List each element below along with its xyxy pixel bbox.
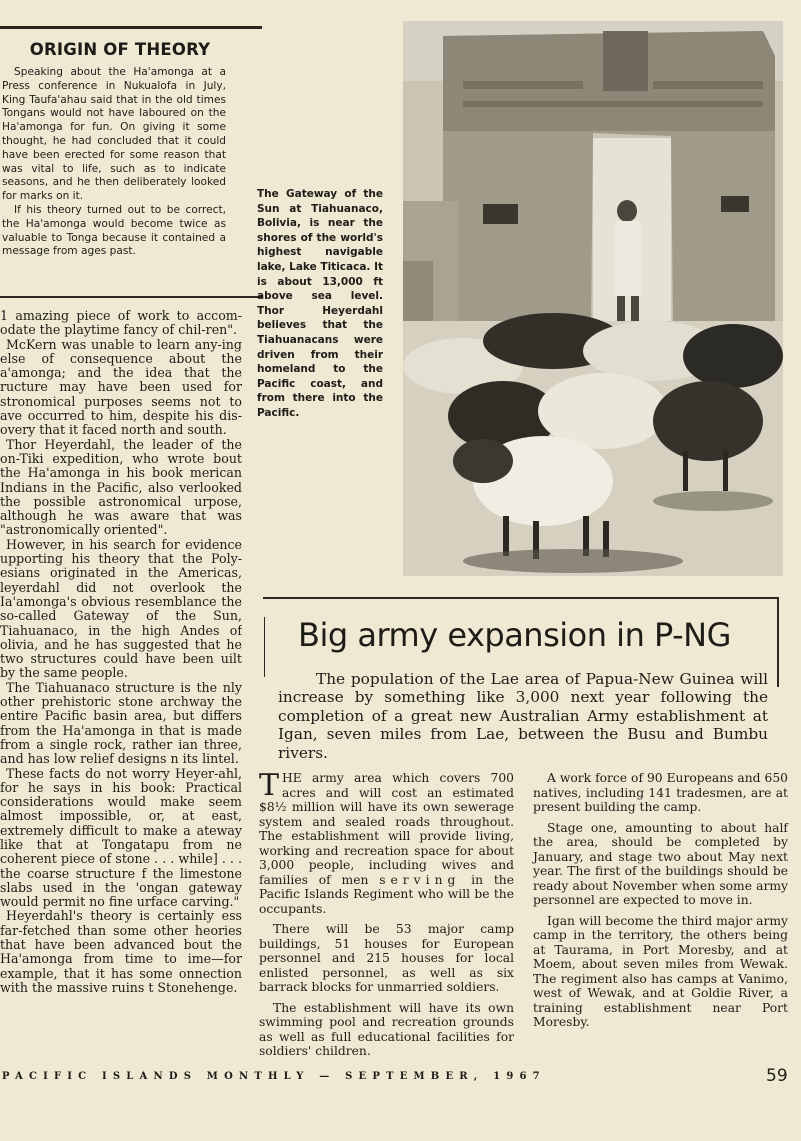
headline-right-rule: [777, 597, 779, 687]
photo-caption: [257, 187, 383, 421]
left-article-paragraph: The Tiahuanaco structure is the nly other prehistoric stone archway the entire Pacific basin area, but differs from the Ha'amonga in that is made from a single rock, rather ian three, and has low relief designs n its lintel.: [0, 679, 242, 767]
article-intro: The population of the Lae area of Papua-New Guinea will increase by something like 3,000 next year following the completion of a great new Australian Army establishment at Igan, seven miles from Lae, between the Busu and Bumbu rivers.: [278, 670, 768, 762]
article-text-spaced: serving: [379, 872, 461, 887]
article-paragraph: [259, 768, 514, 916]
article-paragraph: There will be 53 major camp buildings, 51 houses for European personnel and 215 houses for local enlisted personnel, as well as six barrack blocks for unmarried soldiers.: [259, 922, 514, 994]
sidebar-title: ORIGIN OF THEORY: [29, 40, 211, 59]
page-number: 59: [766, 1066, 788, 1086]
left-article-paragraph: Heyerdahl's theory is certainly ess far-fetched than some other heories that have been advanced bout the Ha'amonga from time to ime—for example, that it has some onnection with the massive ruins t Stonehenge.: [0, 908, 242, 995]
article-text: HE army area which covers 700 acres and will cost an estimated $8½ million will have its own sewerage system and sealed roads throughout. The establishment will provide living, working and recreation space for about 3,000 people, including wives and families of men: [259, 771, 514, 887]
left-article-paragraph: McKern was unable to learn any-ing else of consequence about the a'amonga; and the idea that the ructure may have been used for stronomical purposes seems not to ave occurred to him, despite his dis-overy that it faced north and south.: [0, 336, 242, 438]
left-article-column: [0, 309, 242, 1059]
drop-cap: T: [259, 768, 280, 803]
article-column-2: [533, 771, 788, 1036]
article-headline: Big army expansion in P-NG: [298, 616, 731, 654]
sidebar-body: [2, 66, 226, 259]
photo-caption-text: The Gateway of the Sun at Tiahuanaco, Bolivia, is near the shores of the world's highest navigable lake, Lake Titicaca. It is about 13,000 ft above sea level. Thor Heyerdahl believes that the Tiahuanacans were driven from their homeland to the Pacific coast, and from there into the Pacific.: [257, 188, 383, 419]
left-article-paragraph: However, in his search for evidence upporting his theory that the Poly-esians originated in the Americas, leyerdahl did not overlook the Ia'amonga's obvious resemblance the so-called Gateway of the Sun, Tiahuanaco, in the high Andes of olivia, and he has suggested that he two structures could have been uilt by the same people.: [0, 536, 242, 681]
article-text: in the Pacific Islands Regiment who will be the occupants.: [259, 872, 514, 916]
article-column-1: [259, 768, 514, 1065]
gateway-of-the-sun-photo: [403, 21, 783, 576]
article-paragraph: The establishment will have its own swimming pool and recreation grounds as well as full educational facilities for soldiers' children.: [259, 1000, 514, 1058]
article-paragraph: Igan will become the third major army camp in the territory, the others being at Taurama, in Port Moresby, and at Moem, about seven miles from Wewak. The regiment also has camps at Vanimo, west of Wewak, and at Goldie River, a training establishment near Port Moresby.: [533, 913, 788, 1029]
sidebar-top-rule: [0, 26, 262, 29]
article-paragraph: A work force of 90 Europeans and 650 natives, including 141 tradesmen, are at present building the camp.: [533, 771, 788, 814]
sidebar-bottom-rule: [0, 296, 262, 298]
headline-top-rule: [263, 597, 779, 599]
left-article-paragraph: Thor Heyerdahl, the leader of the on-Tiki expedition, who wrote bout the Ha'amonga in his book merican Indians in the Pacific, also verlooked the possible astronomical urpose, although he was aware that was "astronomically oriented".: [0, 436, 242, 538]
article-paragraph: Stage one, amounting to about half the area, should be completed by January, and stage two about May next year. The first of the buildings should be ready about November when some army personnel are expected to move in.: [533, 820, 788, 907]
sidebar-paragraph: If his theory turned out to be correct, the Ha'amonga would become twice as valuable to Tonga because it contained a message from ages past.: [2, 203, 226, 258]
left-article-paragraph: 1 amazing piece of work to accom-odate the playtime fancy of chil-ren".: [0, 309, 242, 338]
headline-left-rule: [264, 617, 265, 677]
left-article-paragraph: These facts do not worry Heyer-ahl, for he says in his book: Practical considerations would make seem almost impossible, or, at east, extremely difficult to make a ateway like that at Tongatapu from ne coherent piece of stone . . . while] . . . the coarse structure f the limestone slabs used in the 'ongan gateway would permit no fine urface carving.": [0, 765, 242, 910]
sidebar-paragraph: Speaking about the Ha'amonga at a Press conference in Nukualofa in July, King Taufa'ahau said that in the old times Tongans would not have laboured on the Ha'amonga for fun. On giving it some thought, he had concluded that it could have been erected for some reason that was vital to life, such as to indicate seasons, and he then deliberately looked for marks on it.: [2, 66, 226, 203]
page-footer: PACIFIC ISLANDS MONTHLY — SEPTEMBER, 1967: [2, 1071, 546, 1082]
